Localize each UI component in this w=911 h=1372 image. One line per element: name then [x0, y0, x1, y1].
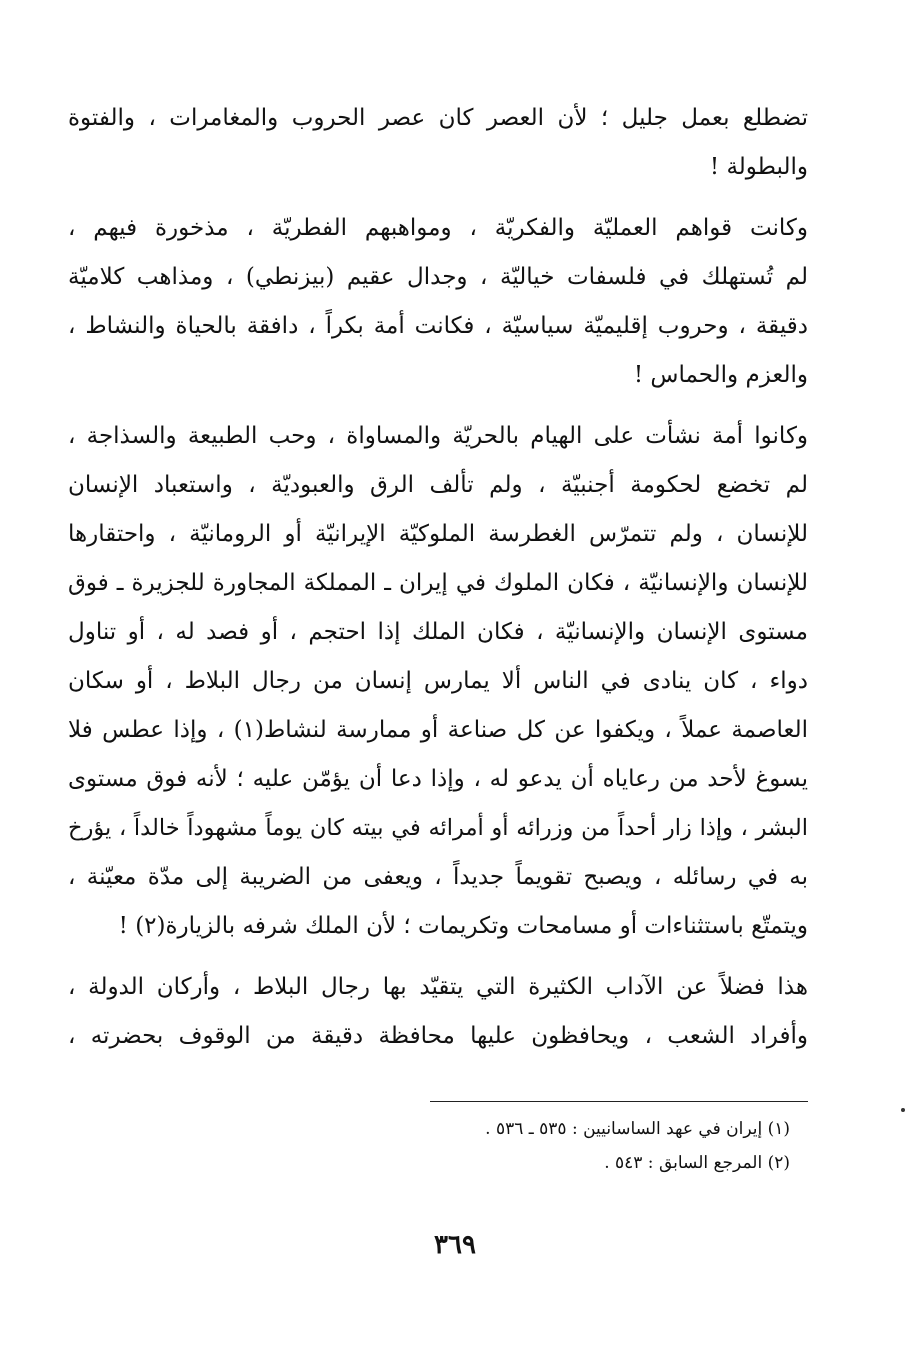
- text-line: مستوى الإنسان والإنسانيّة ، فكان الملك إذا احتجم ، أو فصد له ، أو تناول: [68, 619, 808, 645]
- text-line: ويتمتّع باستثناءات أو مسامحات وتكريمات ؛ لأن الملك شرفه بالزيارة(٢) !: [118, 913, 808, 939]
- paragraph-gap: [68, 400, 808, 412]
- text-line: للإنسان ، ولم تتمرّس الغطرسة الملوكيّة الإيرانيّة أو الرومانيّة ، واحتقارها: [68, 521, 808, 547]
- text-line: البشر ، وإذا زار أحداً من وزرائه أو أمرائه في بيته كان يوماً مشهوداً خالداً ، يؤرخ: [68, 815, 808, 841]
- paragraph-gap: [68, 951, 808, 963]
- main-text: [68, 94, 808, 1061]
- page-number: ٣٦٩: [434, 1230, 476, 1260]
- text-line: والعزم والحماس !: [633, 362, 808, 388]
- text-line: العاصمة عملاً ، ويكفوا عن كل صناعة أو ممارسة لنشاط(١) ، وإذا عطس فلا: [68, 717, 808, 743]
- text-line: يسوغ لأحد من رعاياه أن يدعو له ، وإذا دعا أن يؤمّن عليه ؛ لأنه فوق مستوى: [68, 766, 808, 792]
- footnote: (٢) المرجع السابق : ٥٤٣ .: [604, 1153, 790, 1173]
- footnote: (١) إيران في عهد الساسانيين : ٥٣٥ ـ ٥٣٦ .: [485, 1119, 790, 1139]
- text-line: للإنسان والإنسانيّة ، فكان الملوك في إيران ـ المملكة المجاورة للجزيرة ـ فوق: [68, 570, 808, 596]
- text-line: دقيقة ، وحروب إقليميّة سياسيّة ، فكانت أمة بكراً ، دافقة بالحياة والنشاط ،: [68, 313, 808, 339]
- text-line: دواء ، كان ينادى في الناس ألا يمارس إنسان من رجال البلاط ، أو سكان: [68, 668, 808, 694]
- text-line: وأفراد الشعب ، ويحافظون عليها محافظة دقيقة من الوقوف بحضرته ،: [68, 1023, 808, 1049]
- footnote-separator: [430, 1101, 808, 1102]
- footnotes: [300, 1112, 790, 1180]
- text-line: لم تخضع لحكومة أجنبيّة ، ولم تألف الرق والعبوديّة ، واستعباد الإنسان: [68, 472, 808, 498]
- text-line: تضطلع بعمل جليل ؛ لأن العصر كان عصر الحروب والمغامرات ، والفتوة: [68, 105, 808, 131]
- text-line: هذا فضلاً عن الآداب الكثيرة التي يتقيّد بها رجال البلاط ، وأركان الدولة ،: [68, 974, 808, 1000]
- margin-dot: [901, 1108, 905, 1112]
- text-line: به في رسائله ، ويصبح تقويماً جديداً ، ويعفى من الضريبة إلى مدّة معيّنة ،: [68, 864, 808, 890]
- text-line: وكانت قواهم العمليّة والفكريّة ، ومواهبهم الفطريّة ، مذخورة فيهم ،: [68, 215, 808, 241]
- text-line: والبطولة !: [709, 154, 808, 180]
- text-line: وكانوا أمة نشأت على الهيام بالحريّة والمساواة ، وحب الطبيعة والسذاجة ،: [68, 423, 808, 449]
- text-line: لم تُستهلك في فلسفات خياليّة ، وجدال عقيم (بيزنطي) ، ومذاهب كلاميّة: [68, 264, 808, 290]
- paragraph-gap: [68, 192, 808, 204]
